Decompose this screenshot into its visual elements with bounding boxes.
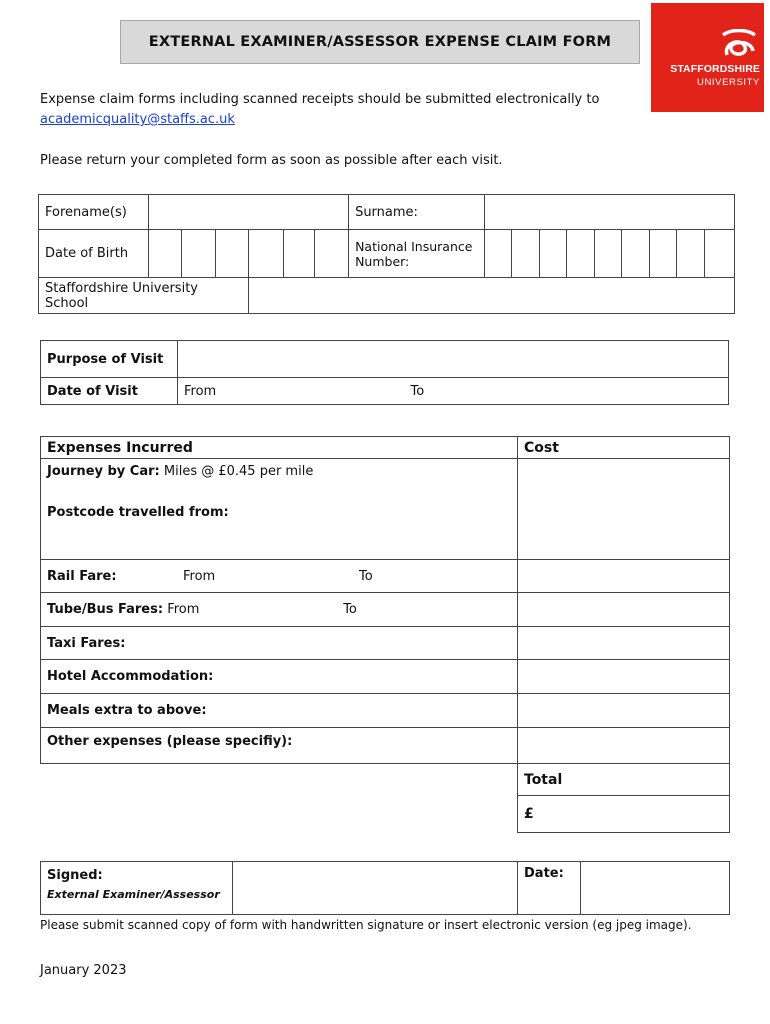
tube-from-label: From: [167, 602, 200, 617]
rail-cost-field[interactable]: [518, 560, 730, 593]
rail-fare-row[interactable]: [41, 560, 518, 593]
ni-label: National Insurance Number:: [349, 230, 485, 278]
school-label: Staffordshire University School: [39, 278, 249, 314]
ni-char-8[interactable]: [677, 230, 705, 278]
signed-label: Signed:: [47, 868, 103, 883]
signed-cell: [41, 862, 233, 915]
ni-char-9[interactable]: [705, 230, 735, 278]
form-title: EXTERNAL EXAMINER/ASSESSOR EXPENSE CLAIM FORM: [120, 20, 640, 64]
meals-cost-field[interactable]: [518, 694, 730, 728]
form-date: January 2023: [40, 963, 127, 978]
total-label: Total: [518, 764, 730, 796]
visit-from-label: From: [184, 383, 217, 399]
hotel-label[interactable]: Hotel Accommodation:: [41, 660, 518, 694]
dob-digit-5[interactable]: [284, 230, 315, 278]
dob-digit-6[interactable]: [315, 230, 349, 278]
other-expenses-label[interactable]: Other expenses (please specifiy):: [41, 728, 518, 764]
forename-label: Forename(s): [39, 195, 149, 230]
total-amount-field[interactable]: £: [518, 796, 730, 833]
date-label: Date:: [518, 862, 581, 915]
role-label: External Examiner/Assessor: [47, 888, 220, 901]
meals-label[interactable]: Meals extra to above:: [41, 694, 518, 728]
ni-char-6[interactable]: [622, 230, 650, 278]
logo-wordmark-line2: UNIVERSITY: [696, 77, 760, 88]
ni-char-3[interactable]: [540, 230, 567, 278]
rail-from-label: From: [183, 568, 216, 584]
purpose-field[interactable]: [178, 341, 729, 378]
surname-field[interactable]: [485, 195, 735, 230]
signature-date-field[interactable]: [581, 862, 730, 915]
visit-to-field[interactable]: [410, 378, 729, 405]
signature-note: Please submit scanned copy of form with handwritten signature or insert electronic version (eg jpeg image).: [40, 918, 692, 932]
tube-to-label: To: [343, 602, 357, 617]
visit-from-field[interactable]: [178, 378, 410, 405]
total-spacer: [41, 764, 518, 796]
personal-details-table: [38, 194, 735, 314]
tube-bus-row[interactable]: [41, 593, 518, 627]
ni-char-5[interactable]: [595, 230, 622, 278]
submission-instructions: [40, 90, 599, 130]
car-journey-row[interactable]: [41, 459, 518, 560]
taxi-label[interactable]: Taxi Fares:: [41, 627, 518, 660]
university-logo: [651, 3, 764, 112]
total-spacer-2: [41, 796, 518, 833]
other-cost-field[interactable]: [518, 728, 730, 764]
tube-cost-field[interactable]: [518, 593, 730, 627]
dob-digit-3[interactable]: [216, 230, 249, 278]
signature-field[interactable]: [233, 862, 518, 915]
ni-char-7[interactable]: [650, 230, 677, 278]
ni-char-1[interactable]: [485, 230, 512, 278]
cost-header: Cost: [518, 437, 730, 459]
visit-to-label: To: [410, 383, 425, 399]
hotel-cost-field[interactable]: [518, 660, 730, 694]
dob-digit-4[interactable]: [249, 230, 284, 278]
return-instructions: Please return your completed form as soon as possible after each visit.: [40, 153, 503, 168]
postcode-label: Postcode travelled from:: [47, 505, 229, 520]
expenses-header: Expenses Incurred: [41, 437, 518, 459]
email-link[interactable]: academicquality@staffs.ac.uk: [40, 112, 235, 127]
expenses-table: [40, 436, 730, 833]
dob-digit-2[interactable]: [182, 230, 216, 278]
school-field[interactable]: [249, 278, 735, 314]
logo-wordmark-line1: STAFFORDSHIRE: [670, 63, 760, 75]
ni-char-4[interactable]: [567, 230, 595, 278]
dob-digit-1[interactable]: [149, 230, 182, 278]
taxi-cost-field[interactable]: [518, 627, 730, 660]
rail-to-label: To: [359, 568, 373, 584]
purpose-label: Purpose of Visit: [41, 341, 178, 378]
surname-label: Surname:: [349, 195, 485, 230]
visit-table: [40, 340, 729, 405]
visit-date-label: Date of Visit: [41, 378, 178, 405]
signature-table: [40, 861, 730, 915]
car-rate: Miles @ £0.45 per mile: [163, 464, 314, 479]
forename-field[interactable]: [149, 195, 349, 230]
dob-label: Date of Birth: [39, 230, 149, 278]
car-label: Journey by Car:: [47, 464, 160, 479]
tube-label: Tube/Bus Fares:: [47, 602, 164, 617]
ni-char-2[interactable]: [512, 230, 540, 278]
car-cost-field[interactable]: [518, 459, 730, 560]
instructions-text: Expense claim forms including scanned receipts should be submitted electronically to: [40, 92, 600, 107]
stafford-knot-icon: [721, 29, 757, 59]
rail-label: Rail Fare:: [47, 568, 117, 584]
